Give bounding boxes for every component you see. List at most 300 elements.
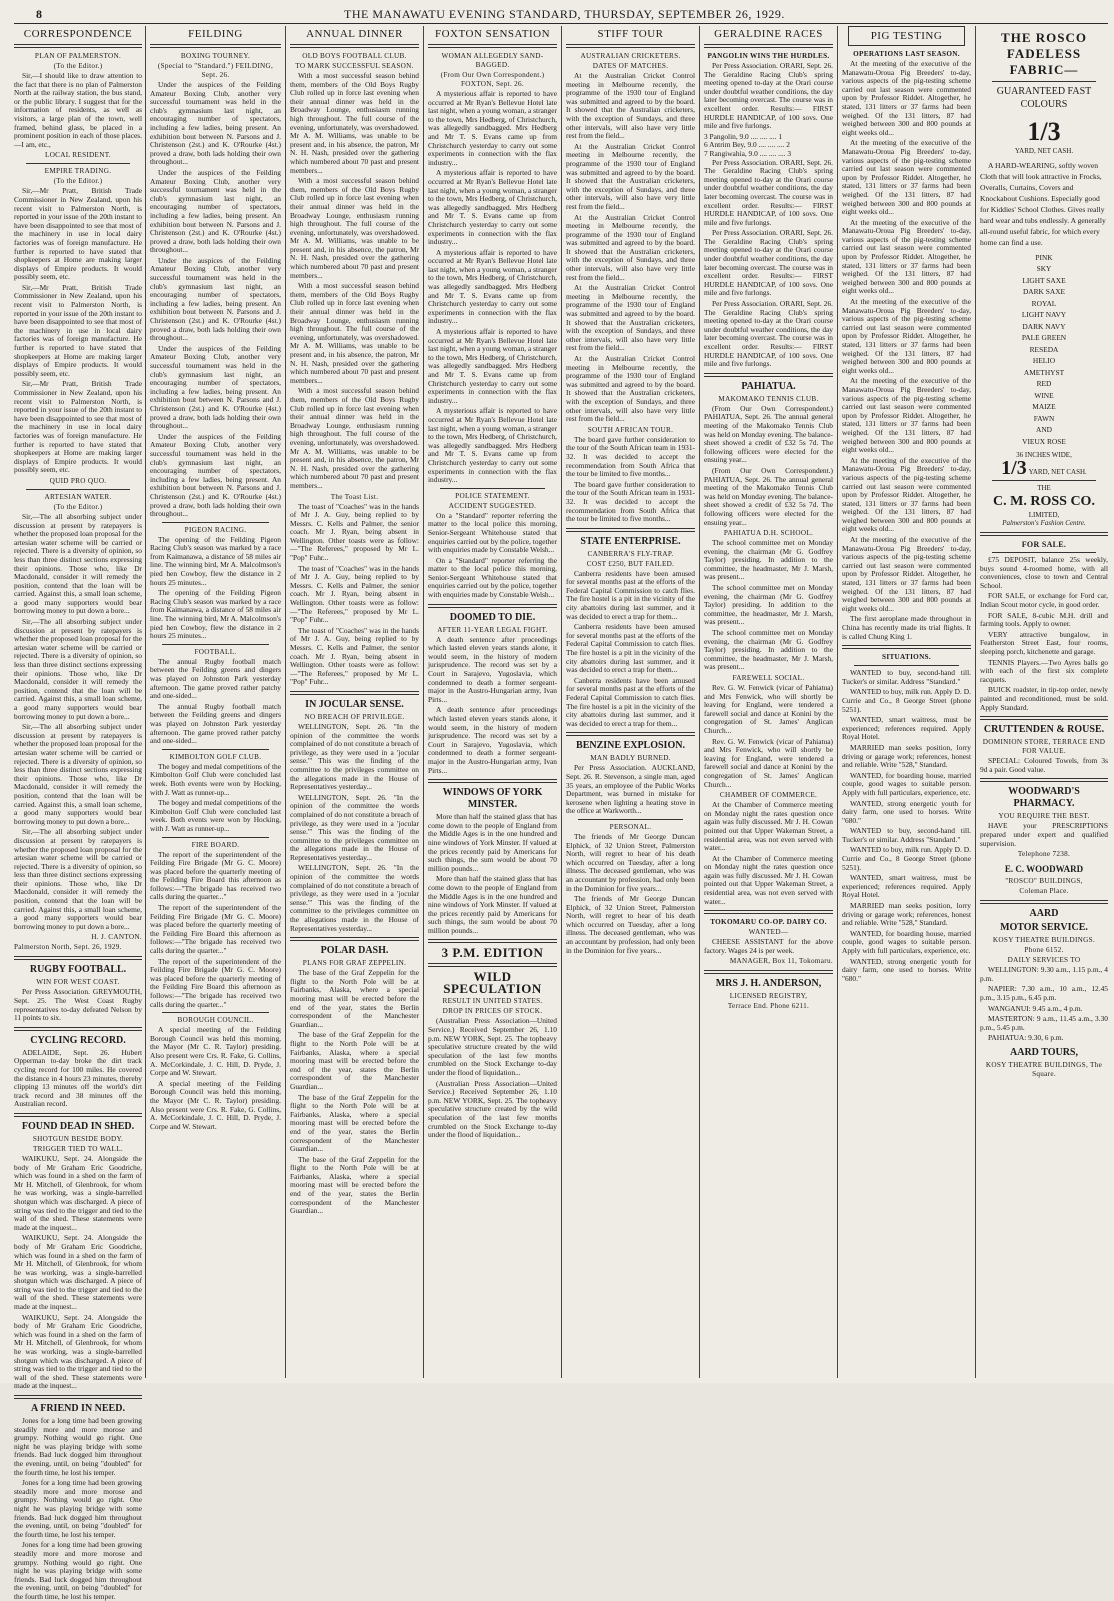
classified-ad: WANTED, smart waitress, must be experienced; references required. Apply Royal Hotel. — [842, 715, 971, 742]
divider — [428, 44, 557, 48]
article-body: WAIKUKU, Sept. 24. Alongside the body of Mr Graham Eric Goodriche, which was found in a shed on the farm of Mr H. Mitchell, of Glenbrook, for whom he was working, was a single-barrelled shotgun which was discharged. A piece of string was tied to the trigger and tied to the wall of the shed. These statements were made at the inquest... — [14, 1233, 142, 1312]
article-body: At the meeting of the executive of the Manawatu-Oroua Pig Breeders' to-day, various aspects of the pig-testing scheme carried out last season were commented upon by Professor Riddet. Altogether, he stated, 131 litters or 37 farms had been weighed. Of the 131 litters, 87 had weighed between 300 and 800 pounds at eight weeks old... — [842, 217, 971, 296]
article-body: Canberra residents have been amused for several months past at the efforts of the Federal Capital Commission to catch flies. The fire hostel is a pit in the vicinity of the city abattoirs during last summer, and it was decided to erect a trap for them... — [566, 568, 695, 621]
masthead — [14, 6, 1104, 22]
article-body: ADELAIDE, Sept. 26. Hubert Opperman to-day broke the dirt track cycling record for 100 miles. He covered the distance in 4 hours 23 minutes, thereby clipping 13 minutes off the world's dirt track record and 38 minutes off the Australian record. — [14, 1047, 142, 1109]
article-body: The annual Rugby football match between the Feilding greens and dingers was played on Johnston Park yesterday afternoon. The game proved rather patchy and one-sided... — [150, 656, 281, 701]
article-heading: PANGOLIN WINS THE HURDLES. — [707, 52, 830, 60]
advert-place: Coleman Place. — [1019, 887, 1069, 896]
divider — [566, 528, 695, 532]
situations-heading: SITUATIONS. — [882, 653, 931, 662]
article-subheading: ACCIDENT SUGGESTED. — [448, 501, 537, 510]
article-body: The board gave further consideration to the tour of the South African team in 1931-32. It was decided to accept the recommendation from South Africa that the tour be limited to five months... — [566, 434, 695, 479]
advert-building: "ROSCO" BUILDINGS, — [1005, 877, 1083, 886]
divider — [980, 716, 1108, 720]
article-body: The toast of "Coaches" was in the hands of Mr J. A. Guy, being replied to by Messrs. C. Kells and Palmer, the senior coach. Mr J. Ryan, being absent in Wellington. Other toasts were as follow:—"The Referees," proposed by Mr L. "Pop" Fuhr... — [290, 563, 419, 625]
section-heading: PIG TESTING — [870, 30, 943, 42]
divider — [440, 488, 545, 489]
classified-ad: WANTED to buy, second-hand till. Tucker's or similar. Address "Standard." — [842, 826, 971, 844]
column-stiff-tour — [566, 26, 695, 1376]
article-body: At the Australian Cricket Control meeting in Melbourne recently, the programme of the 1930 tour of England was submitted and agreed to by the board. It showed that the Australian cricketers, with the exception of Sundays, and three other intervals, will also have very little rest from the field... — [566, 141, 695, 211]
article-body: More than half the stained glass that has come down to the people of England from the Middle Ages is in the one hundred and nine windows of York Minster. If valued at the prices recently paid by Americans for such things, the sum would be about 70 million pounds... — [428, 812, 557, 873]
divider — [428, 779, 557, 783]
classified-signature: MANAGER, Box 11, Tokomaru. — [729, 957, 833, 966]
section-heading: STIFF TOUR — [597, 28, 664, 40]
article-heading: WOMAN ALLEGEDLY SAND-BAGGED. — [441, 52, 544, 69]
classified-ad: WANTED to buy, milk run. Apply D. D. Currie and Co., 8 George Street (phone 5251). — [842, 845, 971, 872]
article-heading: PLAN OF PALMERSTON. — [34, 52, 122, 60]
article-subheading: PAHIATUA D.H. SCHOOL. — [723, 529, 814, 538]
divider — [980, 778, 1108, 782]
article-body: WAIKUKU, Sept. 24. Alongside the body of Mr Graham Eric Goodriche, which was found in a shed on the farm of Mr H. Mitchell, of Glenbrook, for whom he was working, was a single-barrelled shotgun which was discharged. A piece of string was tied to the trigger and tied to the wall of the shed. These statements were made at the inquest... — [14, 1312, 142, 1391]
classified-ad: WANTED to buy, milk run. Apply D. D. Currie and Co., 8 George Street (phone 5251). — [842, 687, 971, 714]
article-body: The report of the superintendent of the Feilding Fire Brigade (Mr G. C. Moore) was placed before the quarterly meeting of the Feilding Fire Board this afternoon as follows:—"The brigade has received two calls during the quarter..." — [150, 956, 281, 1009]
article-subheading: DROP IN PRICES OF STOCK. — [442, 1007, 543, 1016]
article-body: At the meeting of the executive of the Manawatu-Oroua Pig Breeders' to-day, various aspects of the pig-testing scheme carried out last season were commented upon by Professor Riddet. Altogether, he stated, 131 litters or 37 farms had been weighed. Of the 131 litters, 87 had weighed between 300 and 800 pounds at eight weeks old... — [842, 376, 971, 455]
article-body: The base of the Graf Zeppelin for the flight to the North Pole will be at Fairbanks, Alaska, where a special mooring mast will be erected before the end of the year, states the Berlin correspondent of the Manchester Guardian... — [290, 1154, 419, 1216]
article-body: Sir,—Mr Pratt, British Trade Commissioner in New Zealand, upon his recent visit to Palmerston North, is reported in your issue of the 20th instant to have been disappointed to see that most of the machinery in use in local dairy factories was of foreign manufacture. He further is reported to have stated that shopkeepers at Home are making larger displays of Empire products. It would possibly seem, etc. — [14, 282, 142, 378]
article-subheading: CANBERRA'S FLY-TRAP. — [587, 549, 674, 558]
divider — [290, 691, 419, 695]
classified-label: WANTED— — [748, 928, 789, 937]
article-body: WELLINGTON, Sept. 26. "In the opinion of the committee the words complained of do not constitute a breach of privilege, as they were used in a 'jocular sense.'" This was the finding of the committee to the privileges committee on the allegations made in the House of Representatives yesterday... — [290, 792, 419, 862]
race-result: 6 Antrim Bey, 9.0 .... .... .... 2 — [704, 140, 790, 150]
edition-banner: 3 P.M. EDITION — [441, 945, 544, 961]
advert-name: MRS J. H. ANDERSON, — [715, 978, 822, 990]
classified-ad: TENNIS Players.—Two Ayres balls go with each of the first six complete racquets. — [980, 657, 1108, 684]
article-subheading: TRIGGER TIED TO WALL. — [32, 1144, 123, 1153]
article-body: Per Press Association. ORARI, Sept. 26. The Geraldine Racing Club's spring meeting opened to-day at the Orari course under doubtful weather conditions, the day later becoming overcast. The course was in excellent order. Results:— FIRST HURDLE HANDICAP, of 100 sovs. One mile and five furlongs. — [704, 228, 833, 298]
classified-ad: WANTED, smart waitress, must be experienced; references required. Apply Royal Hotel. — [842, 873, 971, 900]
article-body: A mysterious affair is reported to have occurred at Mr Ryan's Bellevue Hotel late last night, when a young woman, a stranger to the town, Mrs Hedberg, of Christchurch, was allegedly sandbagged. Mrs Hedberg and Mr T. S. Evans came up from Christchurch yesterday to carry out some experiments in connection with the flax industry... — [428, 168, 557, 247]
article-body: (From Our Own Correspondent.) PAHIATUA, Sept. 26. The annual general meeting of the Makomako Tennis Club was held on Monday evening. The balance-sheet showed a credit of £32 5s 7d. The following officers were elected for the ensuing year... — [704, 465, 833, 527]
colour-item: LIGHT NAVY — [1021, 310, 1067, 320]
article-body: At the Australian Cricket Control meeting in Melbourne recently, the programme of the 1930 tour of England was submitted and agreed to by the board. It showed that the Australian cricketers, with the exception of Sundays, and three other intervals, will also have very little rest from the field... — [566, 283, 695, 353]
colour-item: RESEDA — [1029, 344, 1059, 354]
advert-daily: DAILY SERVICES TO — [1007, 956, 1081, 965]
divider — [704, 44, 833, 48]
article-signature: QUID PRO QUO. — [49, 476, 107, 485]
article-body: Under the auspices of the Feilding Amateur Boxing Club, another very successful tournament was held in the club's gymnasium last night, an encouraging number of spectators, including a few ladies, being present. An exhibition bout between N. Parsons and J. Christenson (2st.) and K. O'Rourke (4st.) proved a draw, both lads holding their own throughout... — [150, 167, 281, 255]
column-foxton-sensation — [428, 26, 557, 1376]
article-body: At the Chamber of Commerce meeting on Monday night the rates question once again was fully discussed. Mr J. H. Cowan pointed out that Upper Wakeman Street, a residential area, was not even served with water... — [704, 853, 833, 906]
article-dateline: Palmerston North, Sept. 26, 1929. — [14, 943, 122, 952]
divider — [854, 665, 959, 666]
column-advertisements — [980, 26, 1108, 1376]
article-body: A mysterious affair is reported to have occurred at Mr Ryan's Bellevue Hotel late last night, when a young woman, a stranger to the town, Mrs Hedberg, of Christchurch, was allegedly sandbagged. Mrs Hedberg and Mr T. S. Evans came up from Christchurch yesterday to carry out some experiments in connection with the flax industry... — [428, 247, 557, 326]
route-item: MASTERTON: 9 a.m., 11.45 a.m., 3.30 p.m., 5.45 p.m. — [980, 1014, 1108, 1032]
article-subheading: SHOTGUN BESIDE BODY. — [32, 1134, 124, 1143]
column-pig-testing — [842, 26, 971, 1376]
article-body: Under the auspices of the Feilding Amateur Boxing Club, another very successful tournament was held in the club's gymnasium last night, an encouraging number of spectators, including a few ladies, being present. An exhibition bout between N. Parsons and J. Christenson (2st.) and K. O'Rourke (4st.) proved a draw, both lads holding their own throughout... — [150, 255, 281, 343]
article-body: The base of the Graf Zeppelin for the flight to the North Pole will be at Fairbanks, Alaska, where a special mooring mast will be erected before the end of the year, states the Berlin correspondent of the Manchester Guardian... — [290, 968, 419, 1029]
advert-heading: AARD — [1029, 908, 1059, 920]
advert-subheading: MOTOR SERVICE. — [1000, 922, 1088, 934]
article-heading: OLD BOYS FOOTBALL CLUB. — [302, 52, 407, 60]
article-body: At the meeting of the executive of the Manawatu-Oroua Pig Breeders' to-day, various aspects of the pig-testing scheme carried out last season were commented upon by Professor Riddet. Altogether, he stated, 131 litters or 37 farms had been weighed. Of the 131 litters, 87 had weighed between 300 and 800 pounds at eight weeks old... — [842, 138, 971, 217]
article-byline: (To the Editor.) — [53, 177, 103, 186]
classified-ad: WANTED, strong energetic youth for dairy farm, one used to horses. Write "680." — [842, 956, 971, 983]
race-results — [704, 133, 833, 159]
article-body: Rev. G. W. Fenwick (vicar of Pahiatua) and Mrs Fenwick, who will shortly be leaving for England, were tendered a farewell social and dance at Konini by the congregation of St. James' Anglican Church... — [704, 683, 833, 735]
divider — [704, 910, 833, 914]
article-body: The report of the superintendent of the Feilding Fire Brigade (Mr G. C. Moore) was placed before the quarterly meeting of the Feilding Fire Board this afternoon as follows:—"The brigade has received two calls during the quarter..." — [150, 903, 281, 956]
article-body: On a "Standard" reporter referring the matter to the local police this morning, Senior-Sergeant Whitehouse stated that enquiries carried out by the police, together with enquiries made by Constable Welsh... — [428, 510, 557, 555]
colour-item: AMETHYST — [1023, 367, 1065, 377]
article-heading: FIRE BOARD. — [191, 840, 240, 849]
divider — [992, 552, 1096, 553]
colour-item: MAIZE — [1032, 402, 1056, 412]
column-annual-dinner — [290, 26, 419, 1376]
article-heading: STATE ENTERPRISE. — [580, 535, 681, 547]
column-divider — [975, 26, 976, 1378]
article-body: A mysterious affair is reported to have occurred at Mr Ryan's Bellevue Hotel late last night, when a young woman, a stranger to the town, Mrs Hedberg, of Christchurch, was allegedly sandbagged. Mrs Hedberg and Mr T. S. Evans came up from Christchurch yesterday to carry out some experiments in connection with the flax industry... — [428, 406, 557, 485]
article-heading: OPERATIONS LAST SEASON. — [853, 50, 960, 58]
article-subheading: FAREWELL SOCIAL. — [732, 674, 805, 682]
section-heading: FOXTON SENSATION — [434, 28, 551, 40]
article-body: Sir,—Mr Pratt, British Trade Commissioner in New Zealand, upon his recent visit to Palmerston North, is reported in your issue of the 20th instant to have been disappointed to see that most of the machinery in use in local dairy factories was of foreign manufacture. He further is reported to have stated that shopkeepers at Home are making larger displays of Empire products. It would possibly seem, etc. — [14, 186, 142, 282]
route-item: PAHIATUA: 9.30, 6 p.m. — [988, 1033, 1064, 1043]
article-heading: POLICE STATEMENT. — [455, 491, 530, 500]
article-heading: EMPIRE TRADING. — [44, 167, 112, 176]
column-feilding — [150, 26, 281, 1376]
section-heading: ANNUAL DINNER — [306, 28, 403, 40]
article-heading: CYCLING RECORD. — [30, 1034, 126, 1046]
article-body: Sir,—I should like to draw attention to the fact that there is no plan of Palmerston North at the railway station, the bus stand, or the public library. I suggest that for the information of residents, as well as visitors, a large plan of the town, well framed, behind glass, be placed in a prominent position in each of those places.—I am, etc., — [14, 71, 142, 149]
section-heading: GERALDINE RACES — [714, 28, 823, 40]
article-subheading: WIN FOR WEST COAST. — [36, 978, 120, 987]
article-heading: BOROUGH COUNCIL. — [177, 1016, 254, 1025]
advert-limited: LIMITED, — [1028, 510, 1060, 519]
advert-address: Terrace End. Phone 6211. — [727, 1002, 810, 1011]
column-correspondence — [14, 26, 142, 1601]
article-byline: (From Our Own Correspondent.) FOXTON, Sept. 26. — [440, 71, 545, 88]
race-result: 3 Pangolin, 9.0 .... .... .... 1 — [704, 131, 783, 141]
article-body: (Australian Press Association—United Service.) Received September 26, 1.10 p.m. NEW YORK, Sept. 25. The topheavy speculative structure created by the wild speculation of the last few months crumbled on the Stock Exchange to-day under the flood of liquidation... — [428, 1016, 557, 1078]
advert-heading: WOODWARD'S PHARMACY. — [1008, 786, 1080, 810]
divider — [578, 819, 683, 820]
divider — [290, 44, 419, 48]
article-body: Per Press Association. GREYMOUTH, Sept. 25. The West Coast Rugby representatives to-day defeated Nelson by 11 points to six. — [14, 987, 142, 1023]
article-body: At the meeting of the executive of the Manawatu-Oroua Pig Breeders' to-day, various aspects of the pig-testing scheme carried out last season were commented upon by Professor Riddet. Altogether, he stated, 131 litters or 37 farms had been weighed. Of the 131 litters, 87 had weighed between 300 and 800 pounds at eight weeks old... — [842, 59, 971, 137]
article-subheading: DATES OF MATCHES. — [592, 62, 669, 70]
divider — [704, 373, 833, 377]
classified-ad: MARRIED man seeks position, lorry driving or garage work; references, honest and reliable. Write "528," Standard. — [842, 901, 971, 928]
article-heading: POLAR DASH. — [320, 945, 389, 957]
divider — [704, 970, 833, 974]
colour-item: PALE GREEN — [1021, 333, 1067, 343]
article-body: Sir,—Mr Pratt, British Trade Commissioner in New Zealand, upon his recent visit to Palmerston North, is reported in your issue of the 20th instant to have been disappointed to see that most of the machinery in use in local dairy factories was of foreign manufacture. He further is reported to have stated that shopkeepers at Home are making larger displays of Empire products. It would possibly seem, etc. — [14, 379, 142, 475]
colour-item: ROYAL — [1031, 298, 1057, 308]
classified-ad: FOR SALE, 8-cubic M.H. drill and farming tools. Apply to owner. — [980, 610, 1108, 629]
article-body: Rev. G. W. Fenwick (vicar of Pahiatua) and Mrs Fenwick, who will shortly be leaving for England, were tendered a farewell social and dance at Konini by the congregation of St. James' Anglican Church... — [704, 736, 833, 789]
article-signature: LOCAL RESIDENT. — [45, 151, 111, 160]
advert-tag: Palmerston's Fashion Centre. — [1002, 519, 1086, 528]
route-item: WELLINGTON: 9.30 a.m., 1.15 p.m., 4 p.m. — [980, 965, 1108, 983]
classified-ad: WANTED to buy, second-hand till. Tucker's or similar. Address "Standard." — [842, 668, 971, 686]
article-body: WELLINGTON, Sept. 26. "In the opinion of the committee the words complained of do not constitute a breach of privilege, as they were used in a 'jocular sense.'" This was the finding of the committee to the privileges committee on the allegations made in the House of Representatives yesterday... — [290, 863, 419, 933]
article-subheading: TO MARK SUCCESSFUL SEASON. — [295, 62, 414, 70]
article-body: The opening of the Feilding Pigeon Racing Club's season was marked by a race from Kaimanawa, a distance of 58 miles air line. The winning bird, Mr A. Malcolmson's pied hen Cowboy, flew the distance in 2 hours 25 minutes... — [150, 588, 281, 641]
divider — [992, 81, 1096, 82]
divider — [162, 644, 269, 645]
article-body: (From Our Own Correspondent.) PAHIATUA, Sept. 26. The annual general meeting of the Makomako Tennis Club was held on Monday evening. The balance-sheet showed a credit of £32 5s 7d. The following officers were elected for the ensuing year... — [704, 403, 833, 465]
column-divider — [145, 26, 146, 1378]
divider — [14, 956, 142, 960]
article-body: Jones for a long time had been growing steadily more and more morose and grumpy. Nothing would go right. One night he was playing bridge with some friends. Bad luck dogged him throughout the evening, until, on being "doubled" for the fourth time, he lost his temper. — [14, 1540, 142, 1601]
advert-price: 1/3 — [1027, 117, 1061, 146]
article-subheading: COST £250, BUT FAILED. — [586, 559, 675, 568]
article-body: At the meeting of the executive of the Manawatu-Oroua Pig Breeders' to-day, various aspects of the pig-testing scheme carried out last season were commented upon by Professor Riddet. Altogether, he stated, 131 litters or 37 farms had been weighed. Of the 131 litters, 87 had weighed between 300 and 800 pounds at eight weeks old... — [842, 455, 971, 534]
article-body: With a most successful season behind them, members of the Old Boys Rugby Club rolled up in force last evening when their annual dinner was held in the Broadway Lounge, enthusiasm running high throughout. The full course of the evening, unfortunately, was overshadowed. Mr A. M. Williams, was unable to be present and, in his absence, the patron, Mr N. H. Nash, presided over the gathering which numbered about 70 past and present members... — [290, 176, 419, 280]
article-body: Under the auspices of the Feilding Amateur Boxing Club, another very successful tournament was held in the club's gymnasium last night, an encouraging number of spectators, including a few ladies, being present. An exhibition bout between N. Parsons and J. Christenson (2st.) and K. O'Rourke (4st.) proved a draw, both lads holding their own throughout... — [150, 431, 281, 519]
classified-ad: WANTED, for boarding house, married couple, good wages to suitable person. Apply with full particulars, experience, etc. — [842, 770, 971, 797]
advert-unit: YARD, NET CASH. — [1014, 147, 1074, 155]
advert-body: HAVE your PRESCRIPTIONS prepared under expert and qualified supervision. — [980, 821, 1108, 848]
advert-the: THE — [1037, 484, 1051, 493]
article-body: At the meeting of the executive of the Manawatu-Oroua Pig Breeders' to-day, various aspects of the pig-testing scheme carried out last season were commented upon by Professor Riddet. Altogether, he stated, 131 litters or 37 farms had been weighed. Of the 131 litters, 87 had weighed between 300 and 800 pounds at eight weeks old... — [842, 297, 971, 375]
article-body: With a most successful season behind them, members of the Old Boys Rugby Club rolled up in force last evening when their annual dinner was held in the Broadway Lounge, enthusiasm running high throughout. The full course of the evening, unfortunately, was overshadowed. Mr A. M. Williams, was unable to be present and, in his absence, the patron, Mr N. H. Nash, presided over the gathering which numbered about 70 past and present members... — [290, 281, 419, 385]
article-body: Sir,—The all absorbing subject under discussion at present by ratepayers is whether the proposed loan proposal for the artesian water scheme will be carried or rejected. There is a diversity of opinion, so less than three distinct sections expressing their opinions. Those who, like Dr Macdonald, consider it will remedy the position, contend that the loan will be carried. Against this, a small loan scheme, a good many supporters would bear borrowing money to put down a bore... — [14, 722, 142, 826]
article-body: A mysterious affair is reported to have occurred at Mr Ryan's Bellevue Hotel late last night, when a young woman, a stranger to the town, Mrs Hedberg, of Christchurch, was allegedly sandbagged. Mrs Hedberg and Mr T. S. Evans came up from Christchurch yesterday to carry out some experiments in connection with the flax industry... — [428, 327, 557, 405]
divider — [162, 749, 269, 750]
article-signature: H. J. CANTON. — [91, 933, 142, 942]
colour-item: AND — [1035, 425, 1052, 435]
article-heading: DOOMED TO DIE. — [449, 611, 536, 623]
colour-item: VIEUX ROSE — [1022, 436, 1066, 446]
article-heading: IN JOCULAR SENSE. — [305, 698, 404, 710]
article-subheading: SOUTH AFRICAN TOUR. — [587, 425, 674, 434]
article-heading: FOOTBALL. — [194, 647, 237, 656]
advert-heading: CRUTTENDEN & ROUSE. — [983, 724, 1105, 736]
divider — [428, 963, 557, 967]
page-number: 8 — [36, 7, 43, 21]
article-body: A death sentence after proceedings which lasted eleven years stands alone, it would seem, in the history of modern jurisprudence. The record was set by a Court in Sarajevo, Yugoslavia, which condemned to death a former sergeant-major in the Austro-Hungarian army, Ivan Pirts... — [428, 634, 557, 704]
article-body: The annual Rugby football match between the Feilding greens and dingers was played on Johnston Park yesterday afternoon. The game proved rather patchy and one-sided... — [150, 701, 281, 746]
article-heading: ARTESIAN WATER. — [44, 492, 112, 501]
divider — [980, 900, 1108, 904]
article-body: Sir,—The all absorbing subject under discussion at present by ratepayers is whether the proposed loan proposal for the artesian water scheme will be carried or rejected. There is a diversity of opinion, so less than three distinct sections expressing their opinions. Those who, like Dr Macdonald, consider it will remedy the position, contend that the loan will be carried. Against this, a small loan scheme, a good many supporters would bear borrowing money to put down a bore... — [14, 827, 142, 931]
article-body: Sir,—The all absorbing subject under discussion at present by ratepayers is whether the proposed loan proposal for the artesian water scheme will be carried or rejected. There is a diversity of opinion, so less than three distinct sections expressing their opinions. Those who, like Dr Macdonald, consider it will remedy the position, contend that the loan will be carried. Against this, a small loan scheme, a good many supporters would bear borrowing money to put down a bore... — [14, 617, 142, 721]
advert-description: A HARD-WEARING, softly woven Cloth that will look attractive in Frocks, Overalls, Curtains, Covers and Knockabout Cushions. Especially good for Kiddies' School Clothes. Gives really hard wear and tubs endlessly. A generally all-round useful fabric, for which every home can find a use. — [980, 160, 1106, 247]
divider — [566, 44, 695, 48]
article-heading: A FRIEND IN NEED. — [31, 1403, 125, 1414]
article-body: The board gave further consideration to the tour of the South African team in 1931-32. It was decided to accept the recommendation from South Africa that the tour be limited to five months... — [566, 479, 695, 524]
article-body: The base of the Graf Zeppelin for the flight to the North Pole will be at Fairbanks, Alaska, where a special mooring mast will be erected before the end of the year, states the Berlin correspondent of the Manchester Guardian... — [290, 1030, 419, 1091]
advert-name: E. C. WOODWARD — [1004, 864, 1084, 875]
advert-title: LICENSED REGISTRY, — [729, 992, 808, 1001]
divider — [980, 532, 1108, 536]
article-subheading: RESULT IN UNITED STATES. — [442, 997, 543, 1006]
article-body: The bogey and medal competitions of the Kimbolton Golf Club were concluded last week. Both events were won by Hocking, with J. Watt as runner-up... — [150, 798, 281, 833]
article-body: Per Press Association. ORARI, Sept. 26. The Geraldine Racing Club's spring meeting opened to-day at the Orari course under doubtful weather conditions, the day later becoming overcast. The course was in excellent order. Results:— FIRST HURDLE HANDICAP, of 100 sovs. One mile and five furlongs. — [704, 157, 833, 227]
column-geraldine-races — [704, 26, 833, 1376]
article-body: Jones for a long time had been growing steadily more and more morose and grumpy. Nothing would go right. One night he was playing bridge with some friends. Bad luck dogged him throughout the evening, until, on being "doubled" for the fourth time, he lost his temper. — [14, 1416, 142, 1477]
article-body: With a most successful season behind them, members of the Old Boys Rugby Club rolled up in force last evening when their annual dinner was held in the Broadway Lounge, enthusiasm running high throughout. The full course of the evening, unfortunately, was overshadowed. Mr A. M. Williams, was unable to be present and, in his absence, the patron, Mr N. H. Nash, presided over the gathering which numbered about 70 past and present members... — [290, 386, 419, 490]
advert-brand: THE ROSCO FADELESS FABRIC— — [1001, 30, 1087, 77]
article-body: Per Press Association. ORARI, Sept. 26. The Geraldine Racing Club's spring meeting opened to-day at the Orari course under doubtful weather conditions, the day later becoming overcast. The course was in excellent order. Results:— FIRST HURDLE HANDICAP, of 100 sovs. One mile and five furlongs. — [704, 299, 833, 369]
article-byline: (To the Editor.) — [53, 62, 103, 70]
advert-phone: Phone 6152. — [1024, 946, 1064, 955]
classified-ad: £75 DEPOSIT, balance 25s weekly, buys sound 4-roomed home, with all conveniences, close to town and Central School. — [980, 555, 1108, 590]
advert-unit: YARD, NET CASH. — [1028, 467, 1087, 476]
colour-item: PINK — [1035, 252, 1053, 262]
article-body: Per Press Association. AUCKLAND, Sept. 26. R. Stevenson, a single man, aged 35 years, an employee of the Public Works Department, was burned in mistake for kerosene when lighting a heating stove in the office at Warkworth... — [566, 763, 695, 816]
article-body: The school committee met on Monday evening, the chairman (Mr G. Godfrey Taylor) presiding. In addition to the committee, the headmaster, Mr J. Marsh, was present... — [704, 538, 833, 582]
article-body: The first aeroplane made throughout in China has recently made its trial flights. It is called Chung King 1. — [842, 614, 971, 641]
divider — [162, 522, 269, 523]
column-divider — [699, 26, 700, 1378]
article-body: At the Australian Cricket Control meeting in Melbourne recently, the programme of the 1930 tour of England was submitted and agreed to by the board. It showed that the Australian cricketers, with the exception of Sundays, and three other intervals, will also have very little rest from the field... — [566, 71, 695, 141]
article-subheading: AFTER 11-YEAR LEGAL FIGHT. — [437, 625, 548, 634]
article-heading: AUSTRALIAN CRICKETERS. — [580, 52, 681, 60]
colour-item: FAWN — [1033, 413, 1055, 423]
article-body: With a most successful season behind them, members of the Old Boys Rugby Club rolled up in force last evening when their annual dinner was held in the Broadway Lounge, enthusiasm running high throughout. The full course of the evening, unfortunately, was overshadowed. Mr A. M. Williams, was unable to be present and, in his absence, the patron, Mr N. H. Nash, presided over the gathering which numbered about 70 past and present members... — [290, 71, 419, 175]
classified-ad: FOR SALE, or exchange for Ford car, Indian Scout motor cycle, in good order. — [980, 591, 1108, 610]
divider — [566, 732, 695, 736]
article-heading: KIMBOLTON GOLF CLUB. — [169, 752, 262, 761]
divider — [14, 44, 142, 48]
article-body: At the Chamber of Commerce meeting on Monday night the rates question once again was fully discussed. Mr J. H. Cowan pointed out that Upper Wakeman Street, a residential area, was not even served with water... — [704, 800, 833, 853]
article-body: The school committee met on Monday evening, the chairman (Mr G. Godfrey Taylor) presiding. In addition to the committee, the headmaster, Mr J. Marsh, was present... — [704, 583, 833, 627]
divider — [14, 1395, 142, 1399]
route-item: WANGANUI: 9.45 a.m., 4 p.m. — [988, 1003, 1083, 1013]
advert-phone: Telephone 7238. — [1017, 850, 1071, 859]
column-divider — [561, 26, 562, 1378]
article-body: A special meeting of the Feilding Borough Council was held this morning, the Mayor (Mr C. R. Taylor) presiding. Also present were Crs. R. Fake, G. Collins, A. McCorkindale, J. C. Hill, D. Pryde, J. Corpe and W. Stewart. — [150, 1025, 281, 1078]
article-body: Under the auspices of the Feilding Amateur Boxing Club, another very successful tournament was held in the club's gymnasium last night, an encouraging number of spectators, including a few ladies, being present. An exhibition bout between N. Parsons and J. Christenson (2st.) and K. O'Rourke (4st.) proved a draw, both lads holding their own throughout... — [150, 80, 281, 167]
classified-ad: VERY attractive bungalow, in Featherston Street East, four rooms, sleeping porch, kitchenette and garage. — [980, 629, 1108, 656]
advert-price: 1/3 — [1001, 456, 1027, 479]
advert-subheading: YOU REQUIRE THE BEST. — [998, 812, 1090, 821]
colour-item: WINE — [1034, 390, 1054, 400]
article-subheading: CHAMBER OF COMMERCE. — [719, 791, 818, 800]
article-subheading: MAN BADLY BURNED. — [590, 754, 671, 763]
colour-item: SKY — [1036, 264, 1052, 274]
classified-ad: BUICK roadster, in tip-top order, newly painted and reconditioned, must be sold. Apply Standard. — [980, 685, 1108, 712]
route-item: NAPIER: 7.30 a.m., 10 a.m., 12.45 p.m., 3.15 p.m., 6.45 p.m. — [980, 984, 1108, 1002]
article-body: Sir,—The all absorbing subject under discussion at present by ratepayers is whether the proposed loan proposal for the artesian water scheme will be carried or rejected. There is a diversity of opinion, so less than three distinct sections expressing their opinions. Those who, like Dr Macdonald, consider it will remedy the position, contend that the loan will be carried. Against this, a small loan scheme, a good many supporters would bear borrowing money to put down a bore... — [14, 511, 142, 616]
article-body: On a "Standard" reporter referring the matter to the local police this morning, Senior-Sergeant Whitehouse stated that enquiries carried out by the police, together with enquiries made by Constable Welsh... — [428, 555, 557, 600]
article-body: WELLINGTON, Sept. 26. "In the opinion of the committee the words complained of do not constitute a breach of privilege, as they were used in a 'jocular sense.'" This was the finding of the committee to the privileges committee on the allegations made in the House of Representatives yesterday... — [290, 721, 419, 792]
article-body: Jones for a long time had been growing steadily more and more morose and grumpy. Nothing would go right. One night he was playing bridge with some friends. Bad luck dogged him throughout the evening, until, on being "doubled" for the fourth time, he lost his temper. — [14, 1478, 142, 1539]
article-heading: RUGBY FOOTBALL. — [29, 964, 127, 976]
article-byline: (To the Editor.) — [53, 502, 103, 511]
article-body: WAIKUKU, Sept. 24. Alongside the body of Mr Graham Eric Goodriche, which was found in a shed on the farm of Mr H. Mitchell, of Glenbrook, for whom he was working, was a single-barrelled shotgun which was discharged. A piece of string was tied to the trigger and tied to the wall of the shed. These statements were made at the inquest... — [14, 1153, 142, 1232]
colour-item: HELIO — [1032, 356, 1056, 366]
advert-width: 36 INCHES WIDE, — [1016, 451, 1072, 460]
advert-address: KOSY THEATRE BUILDINGS, The Square. — [985, 1060, 1103, 1078]
article-body: The opening of the Feilding Pigeon Racing Club's season was marked by a race from Kaimanawa, a distance of 58 miles air line. The winning bird, Mr A. Malcolmson's pied hen Cowboy, flew the distance in 2 hours 25 minutes... — [150, 534, 281, 587]
article-heading: PERSONAL. — [609, 822, 652, 831]
classified-ad: WANTED, for boarding house, married couple, good wages to suitable person. Apply with full particulars, experience, etc. — [842, 928, 971, 955]
section-heading: CORRESPONDENCE — [23, 28, 133, 40]
colour-item: DARK NAVY — [1022, 321, 1066, 331]
classified-ad: WANTED, strong energetic youth for dairy farm, one used to horses. Write "680." — [842, 798, 971, 825]
column-divider — [285, 26, 286, 1378]
article-subheading: MAKOMAKO TENNIS CLUB. — [718, 394, 819, 403]
article-heading: PAHIATUA. — [741, 380, 796, 392]
column-divider — [423, 26, 424, 1378]
divider — [162, 1012, 269, 1013]
article-subheading: The Toast List. — [330, 492, 379, 501]
classified-heading: TOKOMARU CO-OP. DAIRY CO. — [710, 918, 827, 927]
article-body: A mysterious affair is reported to have occurred at Mr Ryan's Bellevue Hotel late last night, when a young woman, a stranger to the town, Mrs Hedberg, of Christchurch, was allegedly sandbagged. Mrs Hedberg and Mr T. S. Evans came up from Christchurch yesterday to carry out some experiments in connection with the flax industry... — [428, 89, 557, 167]
divider — [992, 480, 1096, 481]
article-heading: PIGEON RACING. — [184, 525, 247, 534]
article-body: Under the auspices of the Feilding Amateur Boxing Club, another very successful tournament was held in the club's gymnasium last night, an encouraging number of spectators, including a few ladies, being present. An exhibition bout between N. Parsons and J. Christenson (2st.) and K. O'Rourke (4st.) proved a draw, both lads holding their own throughout... — [150, 343, 281, 431]
newspaper-title: THE MANAWATU EVENING STANDARD, THURSDAY, SEPTEMBER 26, 1929. — [344, 7, 785, 21]
article-byline: (Special to "Standard.") FEILDING, Sept. 26. — [157, 62, 274, 79]
section-heading: FEILDING — [188, 28, 243, 40]
article-body: Per Press Association. ORARI, Sept. 26. The Geraldine Racing Club's spring meeting opened to-day at the Orari course under doubtful weather conditions, the day later becoming overcast. The course was in excellent order. Results:— FIRST HURDLE HANDICAP, of 100 sovs. One mile and five furlongs. — [704, 61, 833, 131]
article-heading: BOXING TOURNEY. — [180, 52, 251, 60]
article-subheading: PLANS FOR GRAF ZEPPELIN. — [302, 959, 407, 968]
article-body: The toast of "Coaches" was in the hands of Mr J. A. Guy, being replied to by Messrs. C. Kells and Palmer, the senior coach. Mr J. Ryan, being absent in Wellington. Other toasts were as follow:—"The Referees," proposed by Mr L. "Pop" Fuhr... — [290, 625, 419, 687]
advert-heading: AARD TOURS, — [1010, 1046, 1078, 1058]
divider — [162, 837, 269, 838]
article-subheading: NO BREACH OF PRIVILEGE. — [304, 712, 405, 721]
article-body: At the meeting of the executive of the Manawatu-Oroua Pig Breeders' to-day, various aspects of the pig-testing scheme carried out last season were commented upon by Professor Riddet. Altogether, he stated, 131 litters or 37 farms had been weighed. Of the 131 litters, 87 had weighed between 300 and 800 pounds at eight weeks old... — [842, 535, 971, 613]
article-body: Canberra residents have been amused for several months past at the efforts of the Federal Capital Commission to catch flies. The fire hostel is a pit in the vicinity of the city abattoirs during last summer, and it was decided to erect a trap for them... — [566, 675, 695, 728]
classified-body: CHEESE ASSISTANT for the above factory. Wages 24 is per week. — [704, 937, 833, 955]
colour-item: DARK SAXE — [1022, 287, 1066, 297]
article-body: A death sentence after proceedings which lasted eleven years stands alone, it would seem, in the history of modern jurisprudence. The record was set by a Court in Sarajevo, Yugoslavia, which condemned to death a former sergeant-major in the Austro-Hungarian army, Ivan Pirts... — [428, 705, 557, 775]
article-body: Canberra residents have been amused for several months past at the efforts of the Federal Capital Commission to catch flies. The fire hostel is a pit in the vicinity of the city abattoirs during last summer, and it was decided to erect a trap for them... — [566, 622, 695, 675]
article-body: At the Australian Cricket Control meeting in Melbourne recently, the programme of the 1930 tour of England was submitted and agreed to by the board. It showed that the Australian cricketers, with the exception of Sundays, and three other intervals, will also have very little rest from the field... — [566, 212, 695, 282]
article-body: The school committee met on Monday evening, the chairman (Mr G. Godfrey Taylor) presiding. In addition to the committee, the headmaster, Mr J. Marsh, was present... — [704, 628, 833, 672]
classified-ad: MARRIED man seeks position, lorry driving or garage work; references, honest and reliable. Write "528," Standard. — [842, 742, 971, 770]
race-result: 7 Rangiwahia, 9.0 .... .... .... 3 — [704, 148, 792, 158]
article-body: At the Australian Cricket Control meeting in Melbourne recently, the programme of the 1930 tour of England was submitted and agreed to by the board. It showed that the Australian cricketers, with the exception of Sundays, and three other intervals, will also have very little rest from the field... — [566, 354, 695, 424]
colour-item: RED — [1036, 379, 1052, 389]
article-heading: BENZINE EXPLOSION. — [576, 740, 685, 752]
article-body: The base of the Graf Zeppelin for the flight to the North Pole will be at Fairbanks, Alaska, where a special mooring mast will be erected before the end of the year, states the Berlin correspondent of the Manchester Guardian... — [290, 1092, 419, 1154]
advert-body: SPECIAL: Coloured Towels, from 3s 9d a pair. Good value. — [980, 756, 1108, 774]
column-divider — [837, 26, 838, 1378]
article-body: (Australian Press Association—United Service.) Received September 26, 1.10 p.m. NEW YORK, Sept. 25. The topheavy speculative structure created by the wild speculation of the last few months crumbled on the Stock Exchange to-day under the flood of liquidation... — [428, 1078, 557, 1140]
divider — [26, 489, 130, 490]
section-heading-box — [848, 26, 965, 46]
advert-company: C. M. ROSS CO. — [993, 493, 1095, 509]
article-heading: WINDOWS OF YORK MINSTER. — [442, 787, 543, 811]
advert-building: KOSY THEATRE BUILDINGS. — [992, 936, 1096, 945]
article-body: The friends of Mr George Duncan Elphick, of 32 Union Street, Palmerston North, will regret to hear of his death which occurred on Tuesday, after a long illness. The deceased gentleman, who was an accountant by profession, had only been in the Dominion for five years... — [566, 894, 695, 955]
masthead-rule — [14, 23, 1108, 24]
article-body: The friends of Mr George Duncan Elphick, of 32 Union Street, Palmerston North, will regret to hear of his death which occurred on Tuesday, after a long illness. The deceased gentleman, who was an accountant by profession, had only been in the Dominion for five years... — [566, 831, 695, 893]
advert-tagline: GUARANTEED FAST COLOURS — [996, 86, 1092, 110]
divider — [14, 1027, 142, 1031]
article-body: The report of the superintendent of the Feilding Fire Brigade (Mr G. C. Moore) was placed before the quarterly meeting of the Feilding Fire Board this afternoon as follows:—"The brigade has received two calls during the quarter..." — [150, 849, 281, 902]
divider — [428, 604, 557, 608]
article-heading: FOUND DEAD IN SHED. — [21, 1120, 135, 1132]
article-body: A special meeting of the Feilding Borough Council was held this morning, the Mayor (Mr C. R. Taylor) presiding. Also present were Crs. R. Fake, G. Collins, A. McCorkindale, J. C. Hill, D. Pryde, J. Corpe and W. Stewart. — [150, 1078, 281, 1131]
advert-subheading: DOMINION STORE, TERRACE END FOR VALUE. — [982, 738, 1106, 756]
divider — [842, 645, 971, 649]
divider — [428, 939, 557, 943]
colour-list — [980, 252, 1108, 448]
article-body: More than half the stained glass that has come down to the people of England from the Middle Ages is in the one hundred and nine windows of York Minster. If valued at the prices recently paid by Americans for such things, the sum would be about 70 million pounds... — [428, 874, 557, 935]
rosco-advert — [980, 30, 1108, 528]
for-sale-heading: FOR SALE. — [1021, 540, 1067, 550]
article-body: The bogey and medal competitions of the Kimbolton Golf Club were concluded last week. Both events were won by Hocking, with J. Watt as runner-up... — [150, 761, 281, 797]
divider — [26, 163, 130, 164]
article-body: The toast of "Coaches" was in the hands of Mr J. A. Guy, being replied to by Messrs. C. Kells and Palmer, the senior coach. Mr J. Ryan, being absent in Wellington. Other toasts were as follow:—"The Referees," proposed by Mr L. "Pop" Fuhr... — [290, 501, 419, 563]
colour-item: LIGHT SAXE — [1022, 275, 1066, 285]
divider — [150, 44, 281, 48]
divider — [290, 937, 419, 941]
divider — [14, 1113, 142, 1117]
